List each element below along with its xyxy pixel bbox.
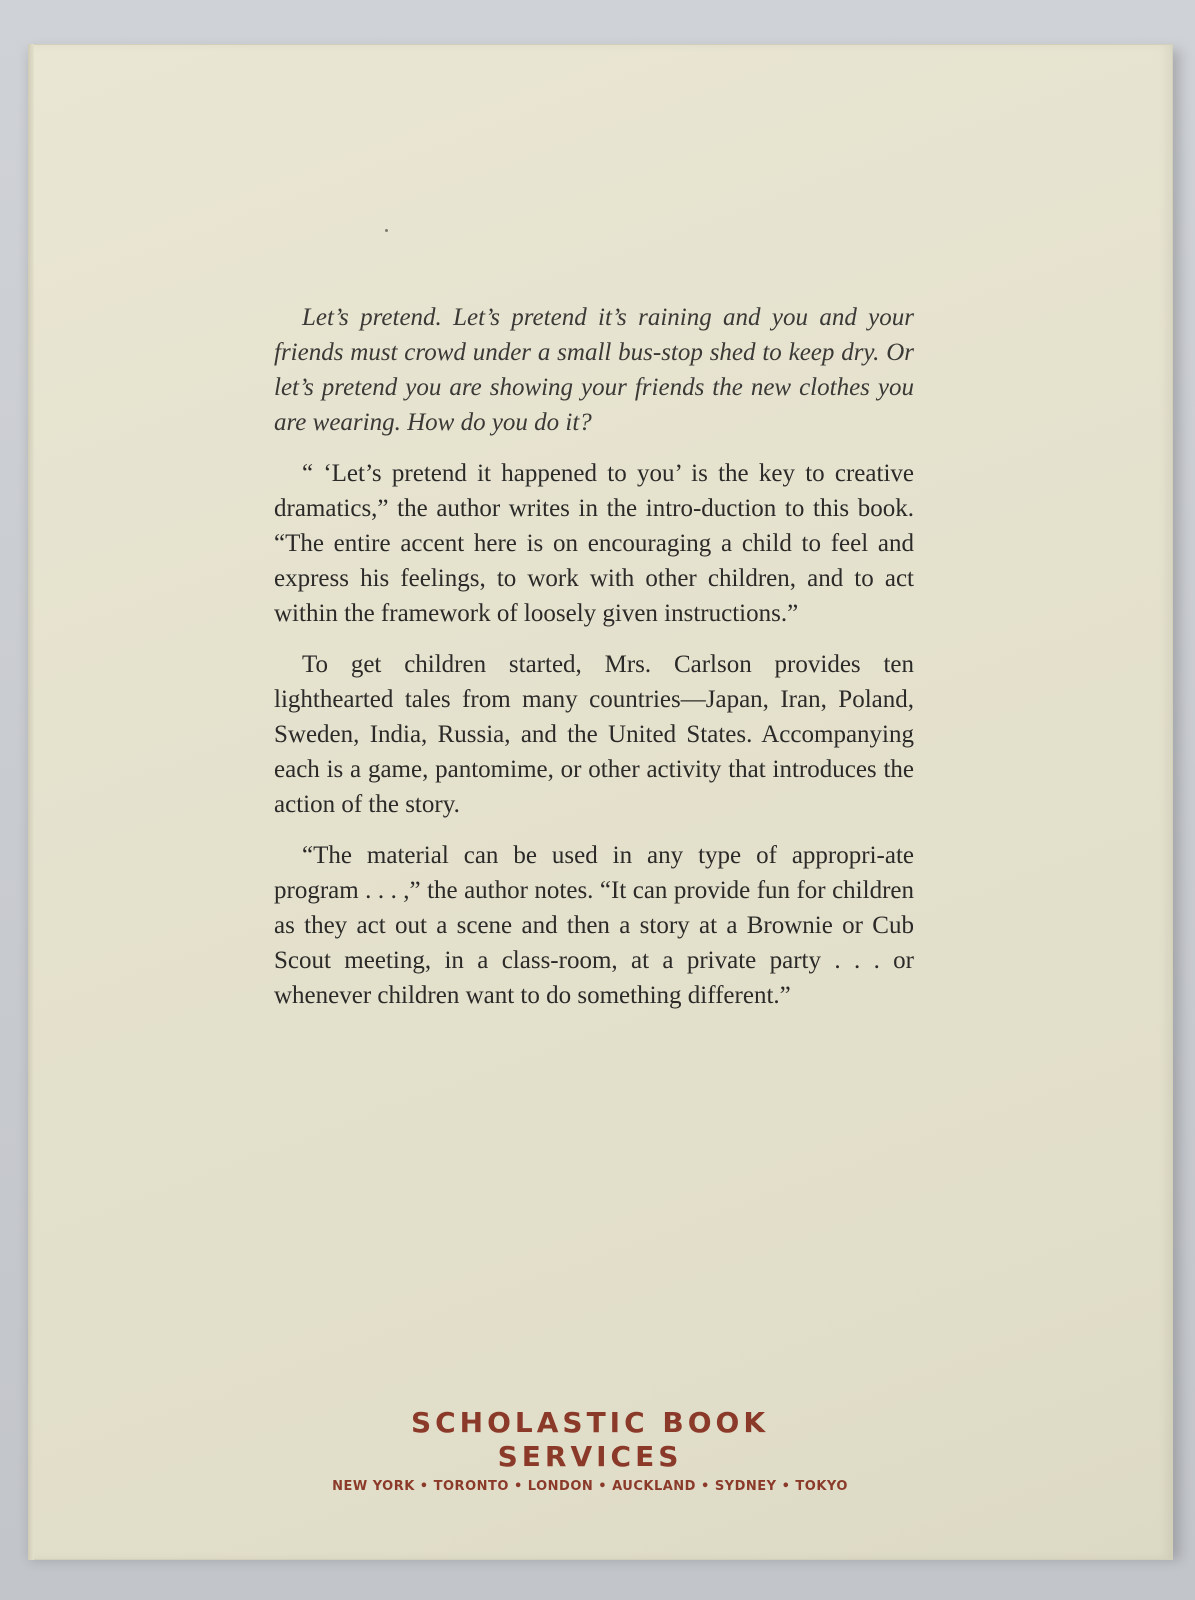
book-spine-edge — [28, 44, 34, 1560]
blurb-text — [274, 300, 914, 1029]
blurb-paragraph-tales: To get children started, Mrs. Carlson provides ten lighthearted tales from many countries—Japan, Iran, Poland, Sweden, India, Russia, and the United States. Accompanying each is a game, pantomime, or other activity that introduces the action of the story. — [274, 651, 914, 818]
blurb-paragraph-quote: “ ‘Let’s pretend it happened to you’ is the key to creative dramatics,” the author writes in the intro-duction to this book. “The entire accent here is on encouraging a child to feel and express his feelings, to work with other children, and to act within the framework of loosely given instructions.” — [274, 460, 914, 627]
blurb-paragraph-usage: “The material can be used in any type of appropri-ate program . . . ,” the author notes. “It can provide fun for children as they act out a scene and then a story at a Brownie or Cub Scout meeting, in a class-room, at a private party . . . or whenever children want to do something different.” — [274, 842, 914, 1009]
blurb-paragraph-intro: Let’s pretend. Let’s pretend it’s raining and you and your friends must crowd under a small bus-stop shed to keep dry. Or let’s pretend you are showing your friends the new clothes you are wearing. How do you do it? — [274, 304, 914, 436]
publisher-imprint — [330, 1406, 850, 1496]
publisher-name: SCHOLASTIC BOOK SERVICES — [410, 1406, 770, 1473]
publisher-cities: NEW YORK • TORONTO • LONDON • AUCKLAND • SYDNEY • TOKYO — [332, 1479, 848, 1494]
cover-speck — [385, 229, 388, 232]
